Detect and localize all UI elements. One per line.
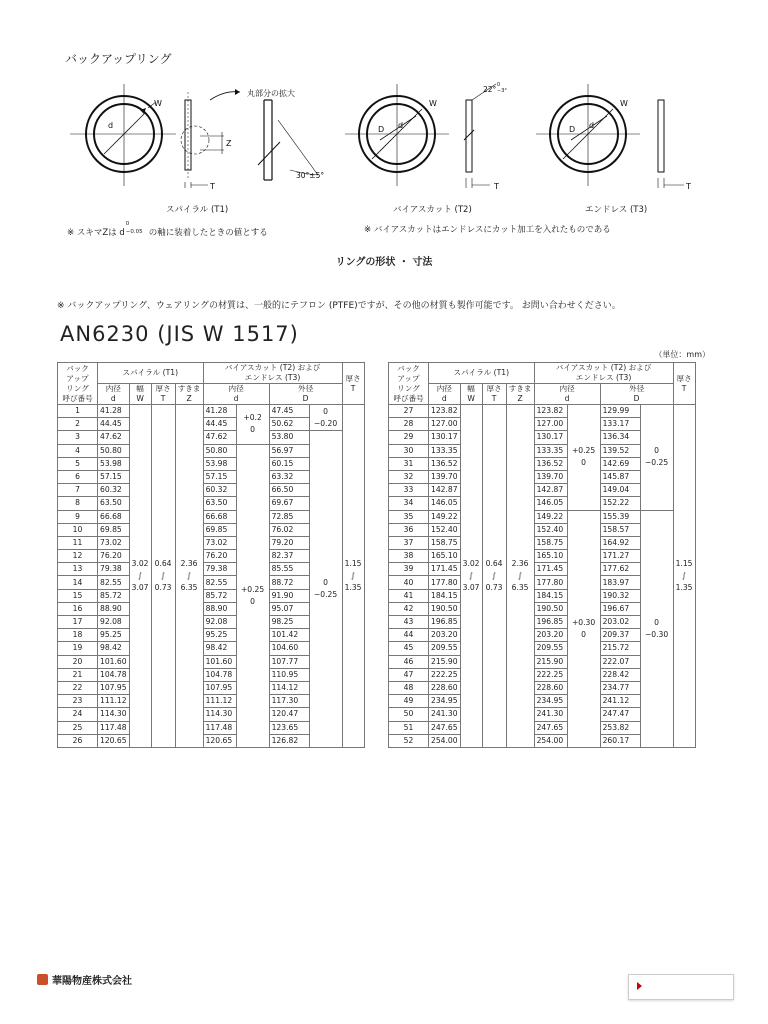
note-spiral-gap: ※ スキマZは d 0 −0.05 の軸に装着したときの値とする [67, 221, 268, 238]
ring-no: 43 [389, 616, 429, 629]
bias-inner-d: 44.45 [203, 418, 236, 431]
bias-inner-d: 146.05 [534, 497, 567, 510]
bias-outer-D: 114.12 [269, 681, 309, 694]
ring-no: 19 [58, 642, 98, 655]
bias-inner-d: 41.28 [203, 405, 236, 418]
ring-no: 37 [389, 536, 429, 549]
bias-outer-D: 260.17 [600, 734, 640, 747]
bias-outer-D: 47.45 [269, 405, 309, 418]
bias-inner-d: 107.95 [203, 681, 236, 694]
caption-endless: エンドレス (T3) [585, 205, 648, 215]
bias-inner-d: 142.87 [534, 484, 567, 497]
ring-no: 51 [389, 721, 429, 734]
ring-no: 11 [58, 536, 98, 549]
ring-no: 14 [58, 576, 98, 589]
ring-no: 47 [389, 668, 429, 681]
page-nav-button[interactable] [628, 974, 734, 1000]
bias-outer-D: 91.90 [269, 589, 309, 602]
figure-caption: リングの形状 ・ 寸法 [335, 257, 433, 268]
ring-no: 46 [389, 655, 429, 668]
svg-text:−3°: −3° [497, 88, 507, 94]
spiral-inner-d: 222.25 [429, 668, 461, 681]
spiral-inner-d: 60.32 [98, 484, 130, 497]
caption-bias-cut: バイアスカット (T2) [393, 205, 472, 215]
bias-outer-D: 110.95 [269, 668, 309, 681]
bias-inner-d: 60.32 [203, 484, 236, 497]
bias-outer-D: 133.17 [600, 418, 640, 431]
header-ring-no: バック アップ リング 呼び番号 [389, 363, 429, 405]
header-spiral: スパイラル (T1) [98, 363, 204, 384]
bias-inner-d: 203.20 [534, 629, 567, 642]
bias-outer-D: 149.04 [600, 484, 640, 497]
bias-outer-D: 82.37 [269, 550, 309, 563]
bias-inner-d: 98.42 [203, 642, 236, 655]
spiral-inner-d: 63.50 [98, 497, 130, 510]
spiral-inner-d: 215.90 [429, 655, 461, 668]
bias-outer-D: 247.47 [600, 708, 640, 721]
svg-text:T: T [494, 182, 499, 191]
spiral-inner-d: 171.45 [429, 563, 461, 576]
header-thick: 厚さ T [482, 384, 506, 405]
spiral-inner-d: 95.25 [98, 629, 130, 642]
outer-D-tolerance: 0 −0.20 [309, 405, 342, 431]
bias-inner-d: 53.98 [203, 457, 236, 470]
ring-no: 36 [389, 523, 429, 536]
header-thickness: 厚さ T [342, 363, 364, 405]
dimension-table-left [57, 362, 365, 748]
bias-inner-d: 114.30 [203, 708, 236, 721]
spiral-inner-d: 47.62 [98, 431, 130, 444]
header-ring-no: バック アップ リング 呼び番号 [58, 363, 98, 405]
bias-inner-d: 177.80 [534, 576, 567, 589]
spiral-inner-d: 44.45 [98, 418, 130, 431]
spiral-inner-d: 254.00 [429, 734, 461, 747]
spiral-ring-drawing [70, 84, 318, 188]
spiral-inner-d: 85.72 [98, 589, 130, 602]
spiral-inner-d: 165.10 [429, 550, 461, 563]
section-title: バックアップリング [65, 52, 172, 66]
bias-outer-D: 253.82 [600, 721, 640, 734]
bias-outer-D: 177.62 [600, 563, 640, 576]
bias-outer-D: 222.07 [600, 655, 640, 668]
bias-inner-d: 69.85 [203, 523, 236, 536]
header-width: 幅 W [129, 384, 151, 405]
bias-inner-d: 165.10 [534, 550, 567, 563]
dimension-table-right [388, 362, 696, 748]
table-row [58, 431, 365, 444]
spiral-inner-d: 104.78 [98, 668, 130, 681]
svg-text:W: W [620, 99, 628, 108]
bias-outer-D: 228.42 [600, 668, 640, 681]
ring-no: 32 [389, 470, 429, 483]
bias-outer-D: 190.32 [600, 589, 640, 602]
ring-no: 12 [58, 550, 98, 563]
bias-outer-D: 234.77 [600, 681, 640, 694]
svg-text:T: T [210, 182, 215, 191]
bias-inner-d: 76.20 [203, 550, 236, 563]
header-gap: すきま Z [506, 384, 534, 405]
spiral-width-range: 3.02 ∫ 3.07 [460, 405, 482, 748]
material-note: ※ バックアップリング、ウェアリングの材質は、一般的にテフロン (PTFE)ですが、その他の材質も製作可能です。 お問い合わせください。 [57, 301, 621, 311]
spiral-inner-d: 111.12 [98, 695, 130, 708]
bias-inner-d: 158.75 [534, 536, 567, 549]
spiral-inner-d: 209.55 [429, 642, 461, 655]
spiral-inner-d: 177.80 [429, 576, 461, 589]
ring-no: 27 [389, 405, 429, 418]
bias-inner-d: 247.65 [534, 721, 567, 734]
spiral-inner-d: 82.55 [98, 576, 130, 589]
bias-outer-D: 171.27 [600, 550, 640, 563]
ring-no: 25 [58, 721, 98, 734]
bias-outer-D: 155.39 [600, 510, 640, 523]
bias-inner-d: 57.15 [203, 470, 236, 483]
ring-no: 44 [389, 629, 429, 642]
bias-outer-D: 158.57 [600, 523, 640, 536]
ring-shape-figures [0, 70, 768, 235]
ring-no: 21 [58, 668, 98, 681]
inner-d-tolerance: +0.25 0 [236, 444, 269, 747]
spiral-inner-d: 142.87 [429, 484, 461, 497]
ring-no: 4 [58, 444, 98, 457]
dimension-table [388, 362, 696, 748]
bias-outer-D: 129.99 [600, 405, 640, 418]
spiral-thick-range: 0.64 ∫ 0.73 [151, 405, 175, 748]
spiral-inner-d: 73.02 [98, 536, 130, 549]
ring-no: 1 [58, 405, 98, 418]
spiral-inner-d: 133.35 [429, 444, 461, 457]
bias-inner-d: 50.80 [203, 444, 236, 457]
bias-cut-ring-drawing [345, 84, 496, 188]
bias-inner-d: 241.30 [534, 708, 567, 721]
ring-no: 45 [389, 642, 429, 655]
bias-inner-d: 101.60 [203, 655, 236, 668]
bias-inner-d: 92.08 [203, 616, 236, 629]
bias-outer-D: 145.87 [600, 470, 640, 483]
bias-outer-D: 66.50 [269, 484, 309, 497]
bias-outer-D: 104.60 [269, 642, 309, 655]
spiral-inner-d: 50.80 [98, 444, 130, 457]
bias-outer-D: 117.30 [269, 695, 309, 708]
spiral-inner-d: 66.68 [98, 510, 130, 523]
ring-no: 3 [58, 431, 98, 444]
header-inner-d2: 内径 d [534, 384, 600, 405]
spiral-inner-d: 139.70 [429, 470, 461, 483]
spiral-gap-range: 2.36 ∫ 6.35 [506, 405, 534, 748]
ring-no: 49 [389, 695, 429, 708]
ring-no: 33 [389, 484, 429, 497]
ring-no: 39 [389, 563, 429, 576]
arrow-right-icon [637, 982, 642, 990]
spiral-gap-range: 2.36 ∫ 6.35 [175, 405, 203, 748]
ring-no: 8 [58, 497, 98, 510]
bias-inner-d: 104.78 [203, 668, 236, 681]
header-gap: すきま Z [175, 384, 203, 405]
caption-spiral: スパイラル (T1) [166, 205, 229, 215]
svg-text:D: D [569, 125, 576, 134]
ring-no: 38 [389, 550, 429, 563]
spiral-inner-d: 57.15 [98, 470, 130, 483]
spiral-inner-d: 203.20 [429, 629, 461, 642]
bias-outer-D: 72.85 [269, 510, 309, 523]
svg-text:22°: 22° [483, 85, 497, 94]
header-width: 幅 W [460, 384, 482, 405]
zoom-label: 丸部分の拡大 [247, 89, 295, 98]
svg-text:T: T [686, 182, 691, 191]
bias-inner-d: 111.12 [203, 695, 236, 708]
svg-text:d: d [108, 121, 114, 130]
header-outer-D: 外径 D [269, 384, 342, 405]
inner-d-tolerance: +0.25 0 [567, 405, 600, 511]
company-logo: 華陽物産株式会社 [37, 972, 132, 987]
header-inner-d: 内径 d [429, 384, 461, 405]
spiral-inner-d: 69.85 [98, 523, 130, 536]
dimension-table [57, 362, 365, 748]
ring-no: 41 [389, 589, 429, 602]
bias-outer-D: 183.97 [600, 576, 640, 589]
bias-inner-d: 79.38 [203, 563, 236, 576]
bias-outer-D: 53.80 [269, 431, 309, 444]
inner-d-tolerance: +0.2 0 [236, 405, 269, 445]
spiral-inner-d: 76.20 [98, 550, 130, 563]
spiral-inner-d: 241.30 [429, 708, 461, 721]
spiral-inner-d: 234.95 [429, 695, 461, 708]
bias-outer-D: 107.77 [269, 655, 309, 668]
svg-text:0: 0 [497, 82, 501, 88]
ring-no: 35 [389, 510, 429, 523]
bias-outer-D: 98.25 [269, 616, 309, 629]
spiral-inner-d: 184.15 [429, 589, 461, 602]
ring-no: 15 [58, 589, 98, 602]
bias-inner-d: 63.50 [203, 497, 236, 510]
bias-outer-D: 152.22 [600, 497, 640, 510]
spiral-inner-d: 114.30 [98, 708, 130, 721]
outer-D-tolerance: 0 −0.25 [640, 405, 673, 511]
ring-no: 52 [389, 734, 429, 747]
bias-inner-d: 85.72 [203, 589, 236, 602]
spiral-inner-d: 120.65 [98, 734, 130, 747]
spiral-inner-d: 196.85 [429, 616, 461, 629]
ring-no: 28 [389, 418, 429, 431]
spiral-thick-range: 0.64 ∫ 0.73 [482, 405, 506, 748]
table-title: AN6230 (JIS W 1517) [60, 322, 299, 346]
ring-no: 29 [389, 431, 429, 444]
bias-inner-d: 209.55 [534, 642, 567, 655]
bias-inner-d: 139.70 [534, 470, 567, 483]
spiral-inner-d: 79.38 [98, 563, 130, 576]
svg-text:30°±5°: 30°±5° [296, 171, 325, 180]
spiral-inner-d: 92.08 [98, 616, 130, 629]
bias-outer-D: 101.42 [269, 629, 309, 642]
spiral-inner-d: 149.22 [429, 510, 461, 523]
header-thick: 厚さ T [151, 384, 175, 405]
bias-inner-d: 184.15 [534, 589, 567, 602]
ring-no: 30 [389, 444, 429, 457]
spiral-inner-d: 136.52 [429, 457, 461, 470]
spiral-inner-d: 98.42 [98, 642, 130, 655]
bias-inner-d: 88.90 [203, 602, 236, 615]
ring-no: 22 [58, 681, 98, 694]
table-row [58, 405, 365, 418]
bias-inner-d: 222.25 [534, 668, 567, 681]
svg-text:W: W [154, 99, 162, 108]
ring-no: 31 [389, 457, 429, 470]
bias-inner-d: 95.25 [203, 629, 236, 642]
bias-inner-d: 136.52 [534, 457, 567, 470]
spiral-inner-d: 130.17 [429, 431, 461, 444]
logo-mark-icon [37, 974, 48, 985]
bias-outer-D: 69.67 [269, 497, 309, 510]
bias-outer-D: 60.15 [269, 457, 309, 470]
bias-inner-d: 133.35 [534, 444, 567, 457]
bias-outer-D: 85.55 [269, 563, 309, 576]
ring-no: 48 [389, 681, 429, 694]
header-inner-d2: 内径 d [203, 384, 269, 405]
spiral-inner-d: 88.90 [98, 602, 130, 615]
ring-no: 26 [58, 734, 98, 747]
bias-inner-d: 120.65 [203, 734, 236, 747]
svg-text:d: d [398, 121, 404, 130]
svg-text:D: D [378, 125, 385, 134]
bias-inner-d: 73.02 [203, 536, 236, 549]
bias-inner-d: 171.45 [534, 563, 567, 576]
bias-inner-d: 123.82 [534, 405, 567, 418]
bias-outer-D: 142.69 [600, 457, 640, 470]
bias-inner-d: 66.68 [203, 510, 236, 523]
ring-no: 18 [58, 629, 98, 642]
bias-outer-D: 76.02 [269, 523, 309, 536]
bias-inner-d: 152.40 [534, 523, 567, 536]
ring-no: 7 [58, 484, 98, 497]
header-outer-D: 外径 D [600, 384, 673, 405]
bias-outer-D: 241.12 [600, 695, 640, 708]
table-row [389, 405, 696, 418]
spiral-inner-d: 101.60 [98, 655, 130, 668]
spiral-inner-d: 152.40 [429, 523, 461, 536]
thickness-range: 1.15 ∫ 1.35 [342, 405, 364, 748]
spiral-inner-d: 247.65 [429, 721, 461, 734]
spiral-inner-d: 146.05 [429, 497, 461, 510]
svg-text:Z: Z [226, 139, 232, 148]
spiral-inner-d: 41.28 [98, 405, 130, 418]
endless-ring-drawing [536, 84, 684, 188]
ring-no: 16 [58, 602, 98, 615]
bias-outer-D: 50.62 [269, 418, 309, 431]
ring-no: 17 [58, 616, 98, 629]
ring-no: 13 [58, 563, 98, 576]
spiral-inner-d: 158.75 [429, 536, 461, 549]
bias-inner-d: 47.62 [203, 431, 236, 444]
header-spiral: スパイラル (T1) [429, 363, 535, 384]
bias-outer-D: 79.20 [269, 536, 309, 549]
ring-no: 6 [58, 470, 98, 483]
bias-outer-D: 203.02 [600, 616, 640, 629]
bias-outer-D: 95.07 [269, 602, 309, 615]
bias-outer-D: 56.97 [269, 444, 309, 457]
ring-no: 9 [58, 510, 98, 523]
spiral-inner-d: 107.95 [98, 681, 130, 694]
bias-outer-D: 126.82 [269, 734, 309, 747]
bias-inner-d: 130.17 [534, 431, 567, 444]
bias-inner-d: 254.00 [534, 734, 567, 747]
svg-text:d: d [589, 121, 595, 130]
bias-inner-d: 149.22 [534, 510, 567, 523]
ring-no: 10 [58, 523, 98, 536]
outer-D-tolerance: 0 −0.25 [309, 431, 342, 748]
svg-text:W: W [429, 99, 437, 108]
bias-outer-D: 164.92 [600, 536, 640, 549]
bias-outer-D: 139.52 [600, 444, 640, 457]
inner-d-tolerance: +0.30 0 [567, 510, 600, 747]
bias-outer-D: 136.34 [600, 431, 640, 444]
bias-inner-d: 190.50 [534, 602, 567, 615]
unit-label: （単位：mm） [654, 350, 710, 359]
bias-inner-d: 228.60 [534, 681, 567, 694]
spiral-inner-d: 228.60 [429, 681, 461, 694]
spiral-inner-d: 53.98 [98, 457, 130, 470]
ring-no: 2 [58, 418, 98, 431]
bias-inner-d: 234.95 [534, 695, 567, 708]
ring-no: 40 [389, 576, 429, 589]
bias-inner-d: 196.85 [534, 616, 567, 629]
bias-outer-D: 209.37 [600, 629, 640, 642]
header-inner-d: 内径 d [98, 384, 130, 405]
bias-outer-D: 63.32 [269, 470, 309, 483]
bias-outer-D: 196.67 [600, 602, 640, 615]
bias-outer-D: 215.72 [600, 642, 640, 655]
thickness-range: 1.15 ∫ 1.35 [673, 405, 695, 748]
note-bias-cut: ※ バイアスカットはエンドレスにカット加工を入れたものである [364, 225, 611, 235]
header-bias-endless: バイアスカット (T2) および エンドレス (T3) [534, 363, 673, 384]
header-bias-endless: バイアスカット (T2) および エンドレス (T3) [203, 363, 342, 384]
bias-inner-d: 127.00 [534, 418, 567, 431]
ring-no: 5 [58, 457, 98, 470]
ring-no: 50 [389, 708, 429, 721]
spiral-inner-d: 117.48 [98, 721, 130, 734]
bias-inner-d: 82.55 [203, 576, 236, 589]
ring-no: 34 [389, 497, 429, 510]
bias-outer-D: 88.72 [269, 576, 309, 589]
spiral-inner-d: 127.00 [429, 418, 461, 431]
spiral-width-range: 3.02 ∫ 3.07 [129, 405, 151, 748]
spiral-inner-d: 190.50 [429, 602, 461, 615]
bias-outer-D: 120.47 [269, 708, 309, 721]
ring-no: 23 [58, 695, 98, 708]
header-thickness: 厚さ T [673, 363, 695, 405]
ring-no: 24 [58, 708, 98, 721]
table-row [389, 510, 696, 523]
bias-outer-D: 123.65 [269, 721, 309, 734]
outer-D-tolerance: 0 −0.30 [640, 510, 673, 747]
ring-no: 42 [389, 602, 429, 615]
bias-inner-d: 117.48 [203, 721, 236, 734]
spiral-inner-d: 123.82 [429, 405, 461, 418]
ring-no: 20 [58, 655, 98, 668]
bias-inner-d: 215.90 [534, 655, 567, 668]
